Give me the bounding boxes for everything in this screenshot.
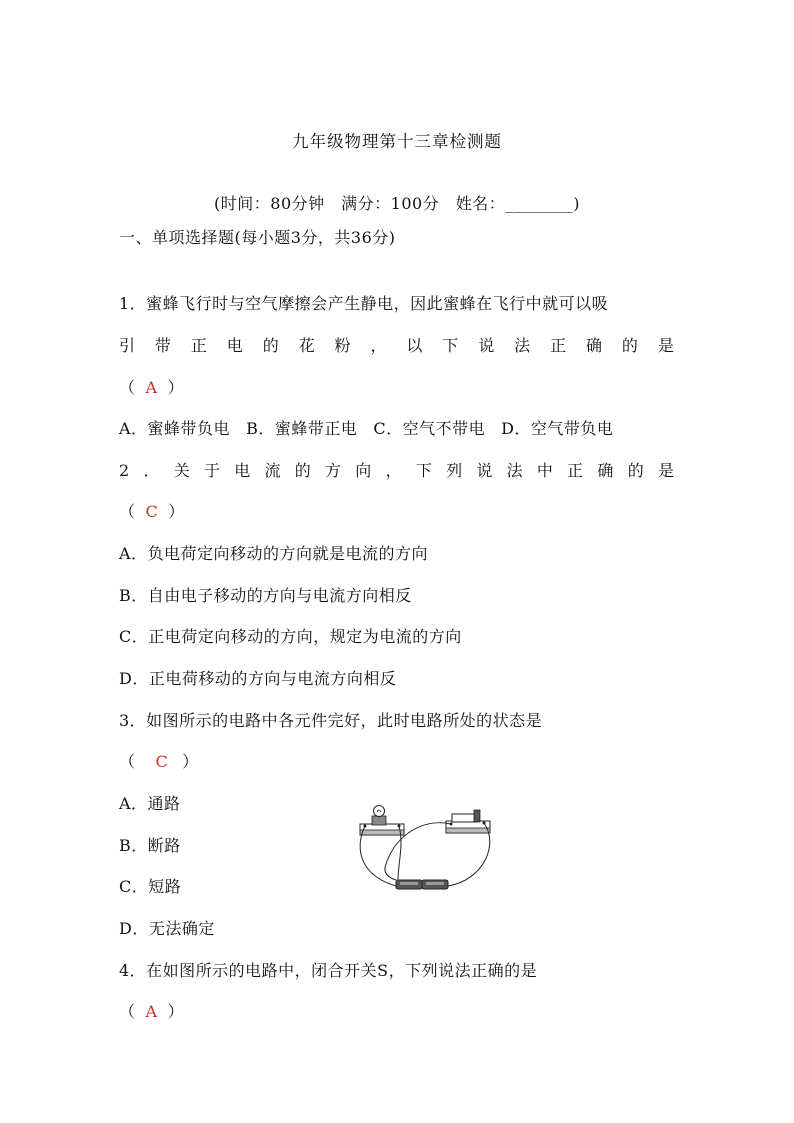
q4-text-line1: 4．在如图所示的电路中，闭合开关S，下列说法正确的是 <box>119 961 538 980</box>
q2-option-a: A．负电荷定向移动的方向就是电流的方向 <box>119 544 429 563</box>
q1-char: 带 <box>154 336 171 355</box>
q4-answer-bracket: （ A ） <box>119 1002 185 1021</box>
q1-option-b: B．蜜蜂带正电 <box>246 419 358 438</box>
q1-char: 的 <box>621 336 638 355</box>
q2-text-line1: 2 ． 关 于 电 流 的 方 向 ， 下 列 说 法 中 正 确 的 是 <box>119 461 674 480</box>
q1-option-c: C．空气不带电 <box>373 419 486 438</box>
switch-icon <box>446 810 490 833</box>
q1-char: 花 <box>298 336 315 355</box>
q1-char: 说 <box>478 336 495 355</box>
q1-char: 是 <box>657 336 674 355</box>
q3-answer: C <box>155 752 169 771</box>
q1-char: ， <box>370 336 387 355</box>
q3-answer-bracket: （ C ） <box>119 752 199 771</box>
q1-char: 确 <box>585 336 602 355</box>
q1-char: 正 <box>190 336 207 355</box>
q2-answer-bracket: （ C ） <box>119 502 185 521</box>
q3-text-line1: 3．如图所示的电路中各元件完好，此时电路所处的状态是 <box>119 711 543 730</box>
q1-options <box>119 419 613 439</box>
q3-option-b: B．断路 <box>119 836 181 855</box>
q1-answer-bracket: （ A ） <box>119 378 185 397</box>
q1-char: 的 <box>262 336 279 355</box>
bulb-icon <box>360 806 404 836</box>
battery-icon <box>396 880 448 889</box>
q2-option-c: C．正电荷定向移动的方向，规定为电流的方向 <box>119 627 462 646</box>
q3-option-a: A．通路 <box>119 794 181 813</box>
q3-option-c: C．短路 <box>119 877 182 896</box>
q1-answer: A <box>145 378 158 397</box>
q1-option-a: A．蜜蜂带负电 <box>119 419 231 438</box>
q2-answer: C <box>145 502 159 521</box>
q1-char: 粉 <box>334 336 351 355</box>
q3-option-d: D．无法确定 <box>119 919 215 938</box>
q1-char: 正 <box>550 336 567 355</box>
q1-char: 引 <box>119 336 136 355</box>
q2-option-d: D．正电荷移动的方向与电流方向相反 <box>119 669 397 688</box>
section-heading: 一、单项选择题(每小题3分，共36分) <box>119 228 396 247</box>
q1-char: 以 <box>406 336 423 355</box>
exam-meta: (时间：80分钟 满分：100分 姓名：________) <box>214 194 580 213</box>
circuit-diagram <box>354 804 504 896</box>
q1-char: 电 <box>226 336 243 355</box>
q1-char: 下 <box>442 336 459 355</box>
q1-option-d: D．空气带负电 <box>501 419 614 438</box>
q2-option-b: B．自由电子移动的方向与电流方向相反 <box>119 586 412 605</box>
q1-text-line1: 1．蜜蜂飞行时与空气摩擦会产生静电，因此蜜蜂在飞行中就可以吸 <box>119 294 609 313</box>
q4-answer: A <box>145 1002 158 1021</box>
q1-text-line2 <box>119 336 674 356</box>
page-title: 九年级物理第十三章检测题 <box>292 132 502 151</box>
q1-char: 法 <box>514 336 531 355</box>
